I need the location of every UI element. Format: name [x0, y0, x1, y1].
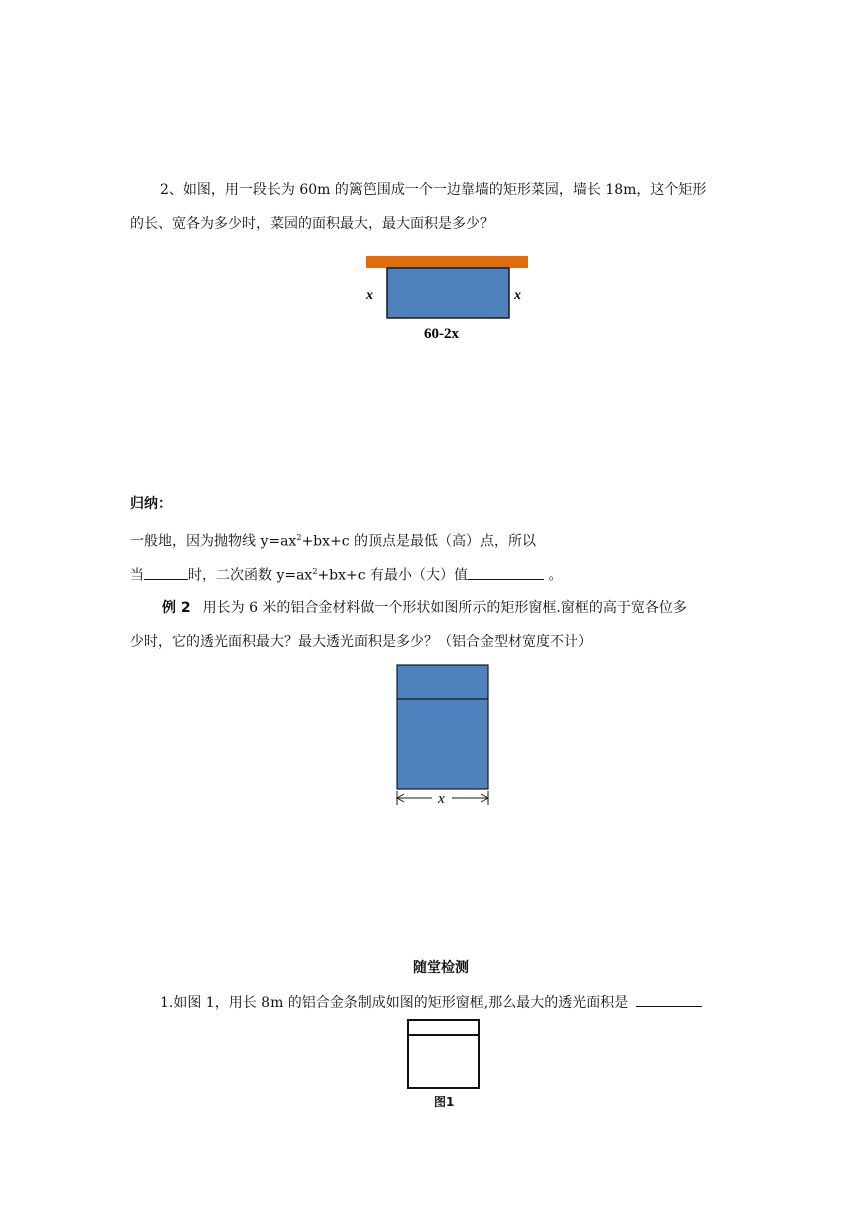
- example2-line2: 少时，它的透光面积最大？最大透光面积是多少？（铝合金型材宽度不计）: [130, 634, 592, 650]
- summary-blank-1[interactable]: [144, 565, 188, 580]
- window-width-label: x: [438, 791, 445, 807]
- problem2-line2: 的长、宽各为多少时，菜园的面积最大，最大面积是多少？: [130, 216, 494, 232]
- garden-left-label: x: [366, 288, 373, 303]
- summary-title: 归纳：: [130, 496, 172, 512]
- window-figure: [392, 662, 494, 810]
- quiz-title: 随堂检测: [413, 960, 469, 976]
- window-frame: [397, 665, 488, 789]
- garden-rectangle: [387, 268, 509, 318]
- quiz-window-frame: [408, 1020, 479, 1088]
- example2-line1: 例 2 用长为 6 米的铝合金材料做一个形状如图所示的矩形窗框.窗框的高于宽各位多: [162, 600, 687, 616]
- quiz-q1-blank[interactable]: [636, 992, 702, 1007]
- summary-line1: 一般地，因为抛物线 $y=ax^2+bx+c$ 的顶点是最低（高）点，所以: [130, 533, 537, 550]
- example2-label: 例 2: [162, 600, 191, 616]
- wall-bar: [366, 256, 528, 268]
- summary-blank-2[interactable]: [468, 565, 544, 580]
- quiz-q1: 1.如图 1，用长 8m 的铝合金条制成如图的矩形窗框,那么最大的透光面积是: [160, 992, 702, 1013]
- summary-line2: 当 时，二次函数 $y=ax^2+bx+c$ 有最小（大）值 。: [130, 562, 563, 586]
- garden-figure: [360, 252, 540, 344]
- quiz-figure: [404, 1016, 484, 1092]
- garden-right-label: x: [514, 288, 521, 303]
- garden-bottom-label: 60-2x: [424, 326, 459, 342]
- problem2-line1: 2、如图，用一段长为 60m 的篱笆围成一个一边靠墙的矩形菜园，墙长 18m，这个矩形: [160, 182, 707, 198]
- quiz-figure-caption: 图1: [434, 1095, 455, 1109]
